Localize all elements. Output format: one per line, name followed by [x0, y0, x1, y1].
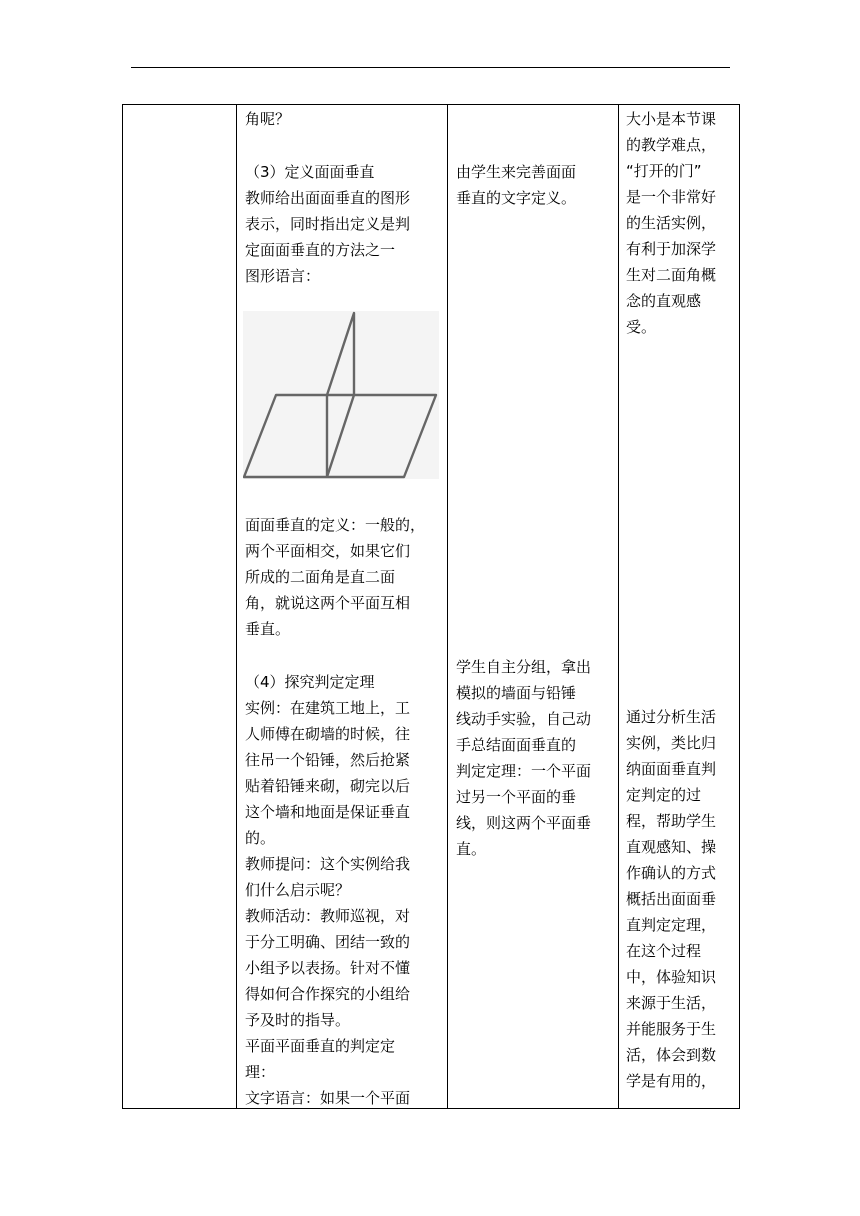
text-line: 图形语言：: [245, 267, 321, 285]
text-line: 面面垂直的定义：一般的，: [245, 516, 426, 534]
text-line: 学生自主分组，拿出: [456, 658, 592, 676]
text-line: 手总结面面垂直的: [456, 736, 577, 754]
text-line: 线动手实验，自己动: [456, 710, 592, 728]
method-block-4: [245, 669, 410, 1111]
text-line: 角呢？: [245, 110, 291, 128]
text-line: 是一个非常好: [626, 188, 717, 206]
table-row: [123, 105, 740, 1109]
text-line: 们什么启示呢？: [245, 881, 351, 899]
text-line: 来源于生活，: [626, 994, 717, 1012]
text-line: 得如何合作探究的小组给: [245, 985, 411, 1003]
text-line: 教师给出面面垂直的图形: [245, 189, 411, 207]
text-line: 实例，类比归: [626, 734, 717, 752]
text-line: （3）定义面面垂直: [245, 163, 375, 181]
text-line: 判定定理：一个平面: [456, 762, 592, 780]
text-line: 由学生来完善面面: [456, 163, 577, 181]
text-line: 垂直。: [245, 620, 291, 638]
text-line: 的教学难点，: [626, 136, 717, 154]
text-line: 纳面面垂直判: [626, 760, 717, 778]
text-line: 所成的二面角是直二面: [245, 568, 396, 586]
text-line: 的。: [245, 829, 276, 847]
text-line: 予及时的指导。: [245, 1011, 351, 1029]
cell-student-activity: [448, 105, 619, 1109]
text-line: 两个平面相交，如果它们: [245, 542, 411, 560]
text-line: 生对二面角概: [626, 266, 717, 284]
text-line: 作确认的方式: [626, 864, 717, 882]
text-line: 教师提问：这个实例给我: [245, 855, 411, 873]
text-line: 于分工明确、团结一致的: [245, 933, 411, 951]
text-line: 垂直的文字定义。: [456, 189, 577, 207]
text-line: 平面平面垂直的判定定: [245, 1037, 396, 1055]
student-block-1: [456, 159, 576, 211]
text-line: 表示，同时指出定义是判: [245, 215, 411, 233]
text-line: 小组予以表扬。针对不懂: [245, 959, 411, 977]
method-block-3: [245, 512, 425, 642]
cell-stage: [123, 105, 237, 1109]
text-line: 贴着铅锤来砌，砌完以后: [245, 777, 411, 795]
text-line: “打开的门”: [626, 162, 702, 180]
text-line: （4）探究判定定理: [245, 673, 375, 691]
text-line: 直判定定理，: [626, 916, 717, 934]
text-line: 这个墙和地面是保证垂直: [245, 803, 411, 821]
text-line: 受。: [626, 318, 657, 336]
text-line: 的生活实例，: [626, 214, 717, 232]
cell-teaching-method: [237, 105, 448, 1109]
text-line: 往吊一个铅锤，然后抢紧: [245, 751, 411, 769]
text-line: 文字语言：如果一个平面: [245, 1089, 411, 1107]
text-line: 念的直观感: [626, 292, 702, 310]
text-line: 通过分析生活: [626, 708, 717, 726]
text-line: 线，则这两个平面垂: [456, 814, 592, 832]
header-rule: [131, 67, 730, 68]
intent-block-1: [626, 106, 716, 340]
text-line: 活，体会到数: [626, 1046, 717, 1064]
text-line: 在这个过程: [626, 942, 702, 960]
text-line: 直。: [456, 840, 487, 858]
method-block-1: [245, 106, 290, 132]
text-line: 人师傅在砌墙的时候，往: [245, 725, 411, 743]
text-line: 直观感知、操: [626, 838, 717, 856]
text-line: 教师活动：教师巡视，对: [245, 907, 411, 925]
text-line: 定面面垂直的方法之一: [245, 241, 396, 259]
text-line: 有利于加深学: [626, 240, 717, 258]
text-line: 程，帮助学生: [626, 812, 717, 830]
text-line: 过另一个平面的垂: [456, 788, 577, 806]
text-line: 模拟的墙面与铅锤: [456, 684, 577, 702]
text-line: 概括出面面垂: [626, 890, 717, 908]
text-line: 学是有用的，: [626, 1072, 717, 1090]
text-line: 实例：在建筑工地上，工: [245, 699, 411, 717]
lesson-table: [122, 104, 740, 1109]
text-line: 角，就说这两个平面互相: [245, 594, 411, 612]
intent-block-2: [626, 704, 716, 1094]
text-line: 大小是本节课: [626, 110, 717, 128]
text-line: 定判定的过: [626, 786, 702, 804]
perpendicular-planes-diagram: [243, 311, 439, 479]
text-line: 中，体验知识: [626, 968, 717, 986]
method-block-2: [245, 159, 410, 289]
cell-design-intent: [619, 105, 740, 1109]
student-block-2: [456, 654, 591, 862]
text-line: 理：: [245, 1063, 276, 1081]
text-line: 并能服务于生: [626, 1020, 717, 1038]
